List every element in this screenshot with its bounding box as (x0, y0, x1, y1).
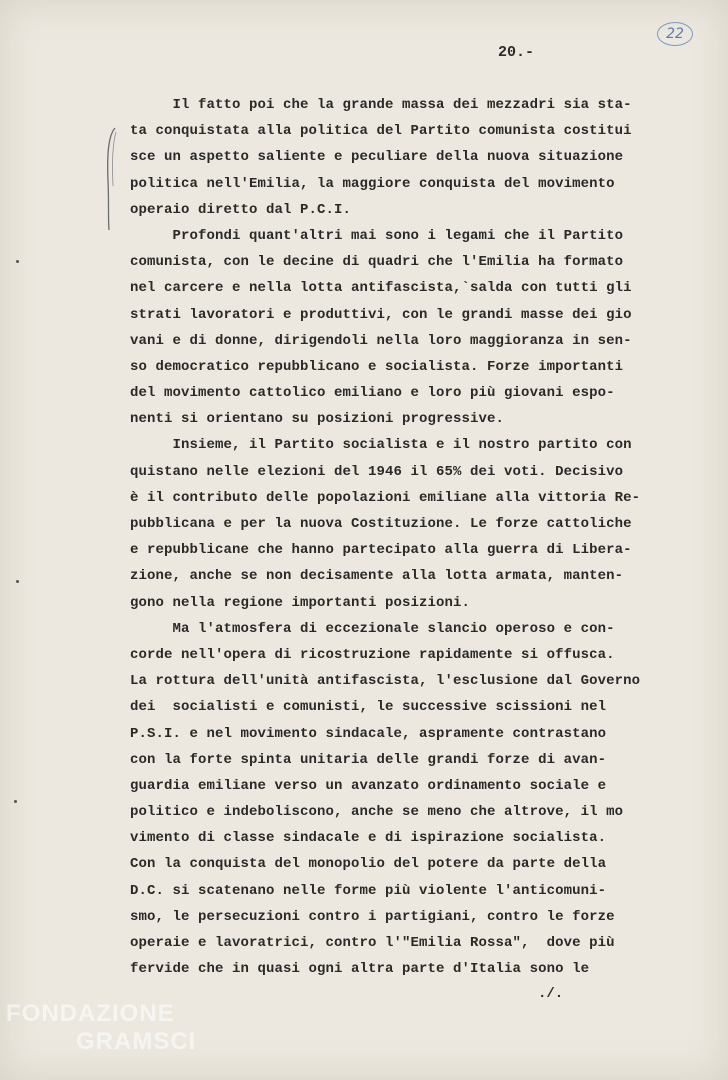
text-line: operaio diretto dal P.C.I. (130, 201, 352, 218)
text-line: Profondi quant'altri mai sono i legami che il Partito (130, 227, 624, 244)
text-line: comunista, con le decine di quadri che l'Emilia ha formato (130, 254, 624, 271)
paper-speck (16, 580, 19, 583)
text-line: D.C. si scatenano nelle forme più violente l'anticomuni- (130, 882, 607, 899)
margin-annotation-mark (104, 126, 118, 232)
paper-speck (16, 260, 19, 263)
text-line: La rottura dell'unità antifascista, l'esclusione dal Governo (130, 673, 641, 690)
text-line: operaie e lavoratrici, contro l'"Emilia Rossa", dove più (130, 935, 615, 951)
text-line: Il fatto poi che la grande massa dei mezzadri sia sta- (130, 97, 632, 113)
body-text (130, 92, 670, 982)
text-line: con la forte spinta unitaria delle grandi forze di avan- (130, 751, 607, 768)
watermark-line-1: FONDAZIONE (6, 1000, 175, 1027)
text-line: vimento di classe sindacale e di ispirazione socialista. (130, 830, 607, 847)
watermark-line-2: GRAMSCI (76, 1028, 197, 1055)
text-line: del movimento cattolico emiliano e loro più giovani espo- (130, 385, 615, 402)
text-line: politico e indeboliscono, anche se meno che altrove, il mo (130, 804, 624, 821)
text-line: dei socialisti e comunisti, le successive scissioni nel (130, 699, 607, 716)
text-line: corde nell'opera di ricostruzione rapidamente si offusca. (130, 646, 615, 663)
text-line: smo, le persecuzioni contro i partigiani, contro le forze (130, 908, 615, 925)
text-line: nenti si orientano su posizioni progressive. (130, 411, 505, 428)
text-line: guardia emiliane verso un avanzato ordinamento sociale e (130, 777, 607, 794)
text-line: Insieme, il Partito socialista e il nostro partito con (130, 437, 632, 454)
text-line: è il contributo delle popolazioni emiliane alla vittoria Re- (130, 489, 641, 506)
text-line: pubblicana e per la nuova Costituzione. Le forze cattoliche (130, 516, 632, 532)
text-line: e repubblicane che hanno partecipato alla guerra di Libera- (130, 542, 632, 559)
text-line: fervide che in quasi ogni altra parte d'Italia sono le (130, 961, 590, 978)
paper-speck (14, 800, 17, 803)
text-line: gono nella regione importanti posizioni. (130, 594, 471, 611)
text-line: zione, anche se non decisamente alla lotta armata, manten- (130, 568, 624, 585)
text-line: quistano nelle elezioni del 1946 il 65% dei voti. Decisivo (130, 463, 624, 480)
archive-watermark (6, 1000, 196, 1056)
text-line: Con la conquista del monopolio del potere da parte della (130, 856, 607, 873)
text-line: strati lavoratori e produttivi, con le grandi masse dei gio (130, 306, 632, 323)
text-line: P.S.I. e nel movimento sindacale, aspramente contrastano (130, 725, 607, 742)
text-line: Ma l'atmosfera di eccezionale slancio operoso e con- (130, 620, 615, 637)
text-line: so democratico repubblicano e socialista. Forze importanti (130, 358, 624, 375)
archive-page-number: 22 (657, 22, 693, 46)
page-number: 20.- (498, 44, 535, 61)
text-line: sce un aspetto saliente e peculiare della nuova situazione (130, 149, 624, 166)
text-line: nel carcere e nella lotta antifascista,`salda con tutti gli (130, 280, 632, 297)
text-line: vani e di donne, dirigendoli nella loro maggioranza in sen- (130, 332, 632, 349)
text-line: ta conquistata alla politica del Partito comunista costitui (130, 123, 632, 140)
text-line: politica nell'Emilia, la maggiore conquista del movimento (130, 175, 615, 192)
continuation-mark: ./. (538, 986, 564, 1002)
